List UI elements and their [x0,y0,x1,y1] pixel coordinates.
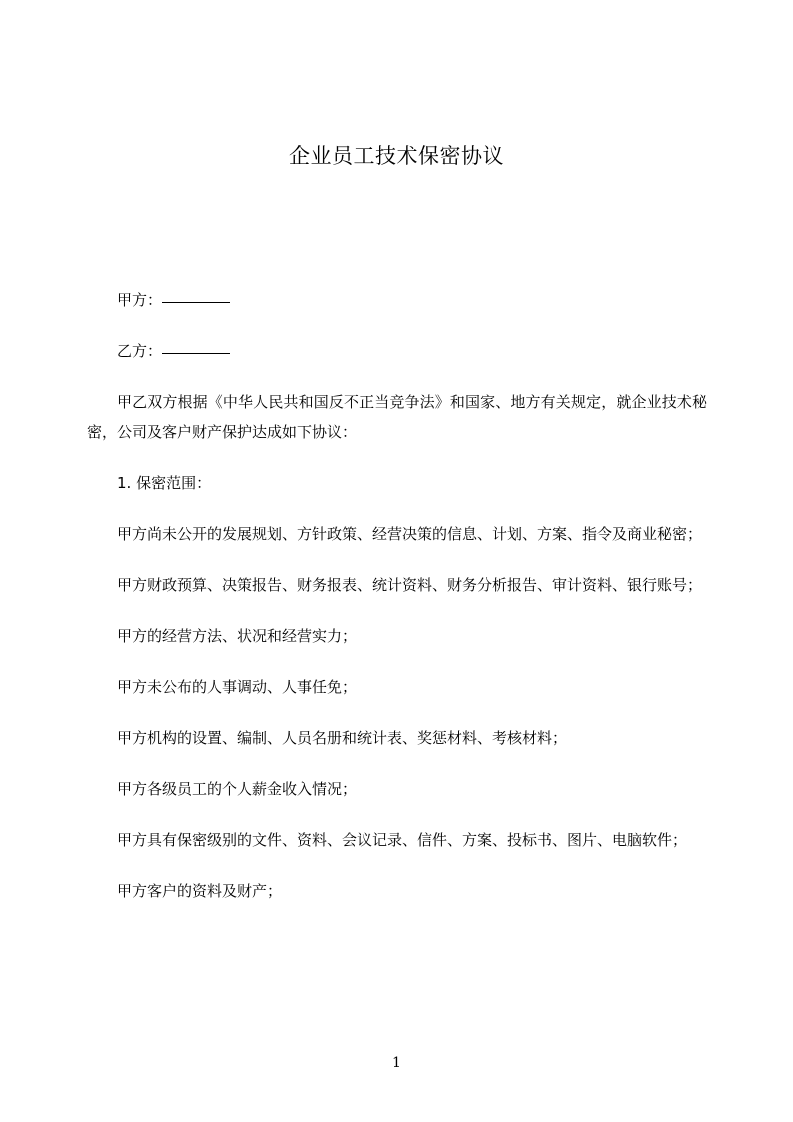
list-item: 甲方具有保密级别的文件、资料、会议记录、信件、方案、投标书、图片、电脑软件； [117,831,688,849]
list-item: 甲方财政预算、决策报告、财务报表、统计资料、财务分析报告、审计资料、银行账号； [117,576,703,594]
section-heading: 1. 保密范围： [117,474,212,492]
list-item: 甲方机构的设置、编制、人员名册和统计表、奖惩材料、考核材料； [117,729,568,747]
list-item: 甲方客户的资料及财产； [117,882,283,900]
list-item: 甲方未公布的人事调动、人事任免； [117,678,358,696]
party-a-line [87,285,707,315]
party-b-blank [162,338,230,354]
page-number: 1 [392,1055,401,1071]
party-a-label: 甲方： [117,291,163,309]
party-a-blank [162,287,230,303]
party-b-line [87,336,707,366]
list-item: 甲方的经营方法、状况和经营实力； [117,627,358,645]
intro-paragraph: 甲乙双方根据《中华人民共和国反不正当竞争法》和国家、地方有关规定，就企业技术秘密，公司及客户财产保护达成如下协议： [87,393,707,441]
document-body [87,285,707,927]
party-b-label: 乙方： [117,342,163,360]
list-item: 甲方各级员工的个人薪金收入情况； [117,780,358,798]
document-title: 企业员工技术保密协议 [289,144,504,168]
list-item: 甲方尚未公开的发展规划、方针政策、经营决策的信息、计划、方案、指令及商业秘密； [117,525,703,543]
